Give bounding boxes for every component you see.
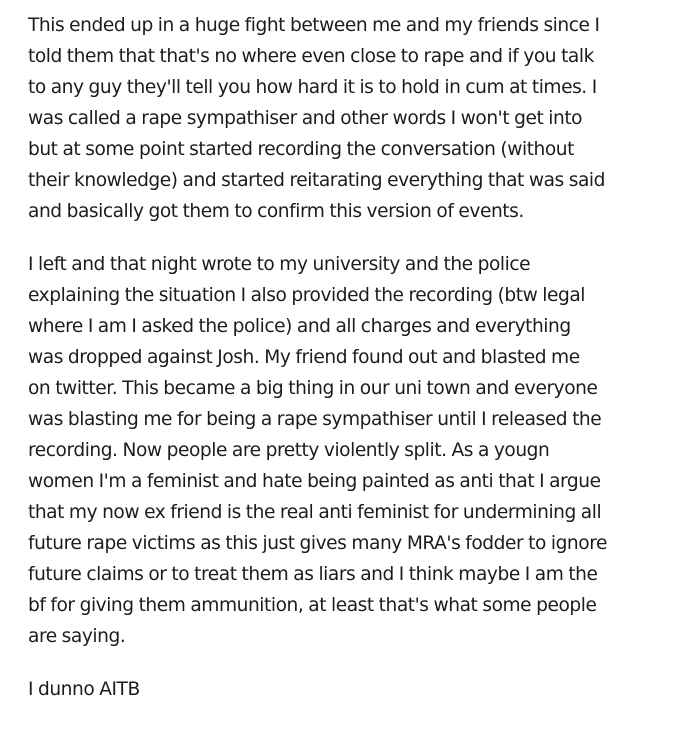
text-line: future claims or to treat them as liars and I think maybe I am the bbox=[28, 564, 598, 585]
text-line: to any guy they'll tell you how hard it is to hold in cum at times. I bbox=[28, 77, 597, 98]
text-line: was dropped against Josh. My friend found out and blasted me bbox=[28, 347, 580, 368]
text-line: was called a rape sympathiser and other words I won't get into bbox=[28, 108, 583, 129]
text-line: their knowledge) and started reitarating everything that was said bbox=[28, 170, 605, 191]
text-line: and basically got them to confirm this version of events. bbox=[28, 201, 524, 222]
text-line: are saying. bbox=[28, 626, 126, 647]
text-line: I left and that night wrote to my university and the police bbox=[28, 254, 531, 275]
text-line: recording. Now people are pretty violently split. As a yougn bbox=[28, 440, 550, 461]
text-line: where I am I asked the police) and all charges and everything bbox=[28, 316, 571, 337]
text-line: This ended up in a huge fight between me and my friends since I bbox=[28, 15, 600, 36]
text-line: future rape victims as this just gives many MRA's fodder to ignore bbox=[28, 533, 607, 554]
text-line: explaining the situation I also provided the recording (btw legal bbox=[28, 285, 586, 306]
paragraph-3 bbox=[28, 674, 688, 705]
text-line: was blasting me for being a rape sympathiser until I released the bbox=[28, 409, 602, 430]
text-line: women I'm a feminist and hate being painted as anti that I argue bbox=[28, 471, 601, 492]
paragraph-2 bbox=[28, 249, 688, 652]
text-line: that my now ex friend is the real anti feminist for undermining all bbox=[28, 502, 602, 523]
paragraph-1 bbox=[28, 10, 688, 227]
text-line: I dunno AITB bbox=[28, 679, 140, 700]
text-line: but at some point started recording the conversation (without bbox=[28, 139, 574, 160]
text-line: on twitter. This became a big thing in our uni town and everyone bbox=[28, 378, 598, 399]
post-body bbox=[28, 10, 688, 727]
text-line: told them that that's no where even close to rape and if you talk bbox=[28, 46, 594, 67]
text-line: bf for giving them ammunition, at least that's what some people bbox=[28, 595, 597, 616]
